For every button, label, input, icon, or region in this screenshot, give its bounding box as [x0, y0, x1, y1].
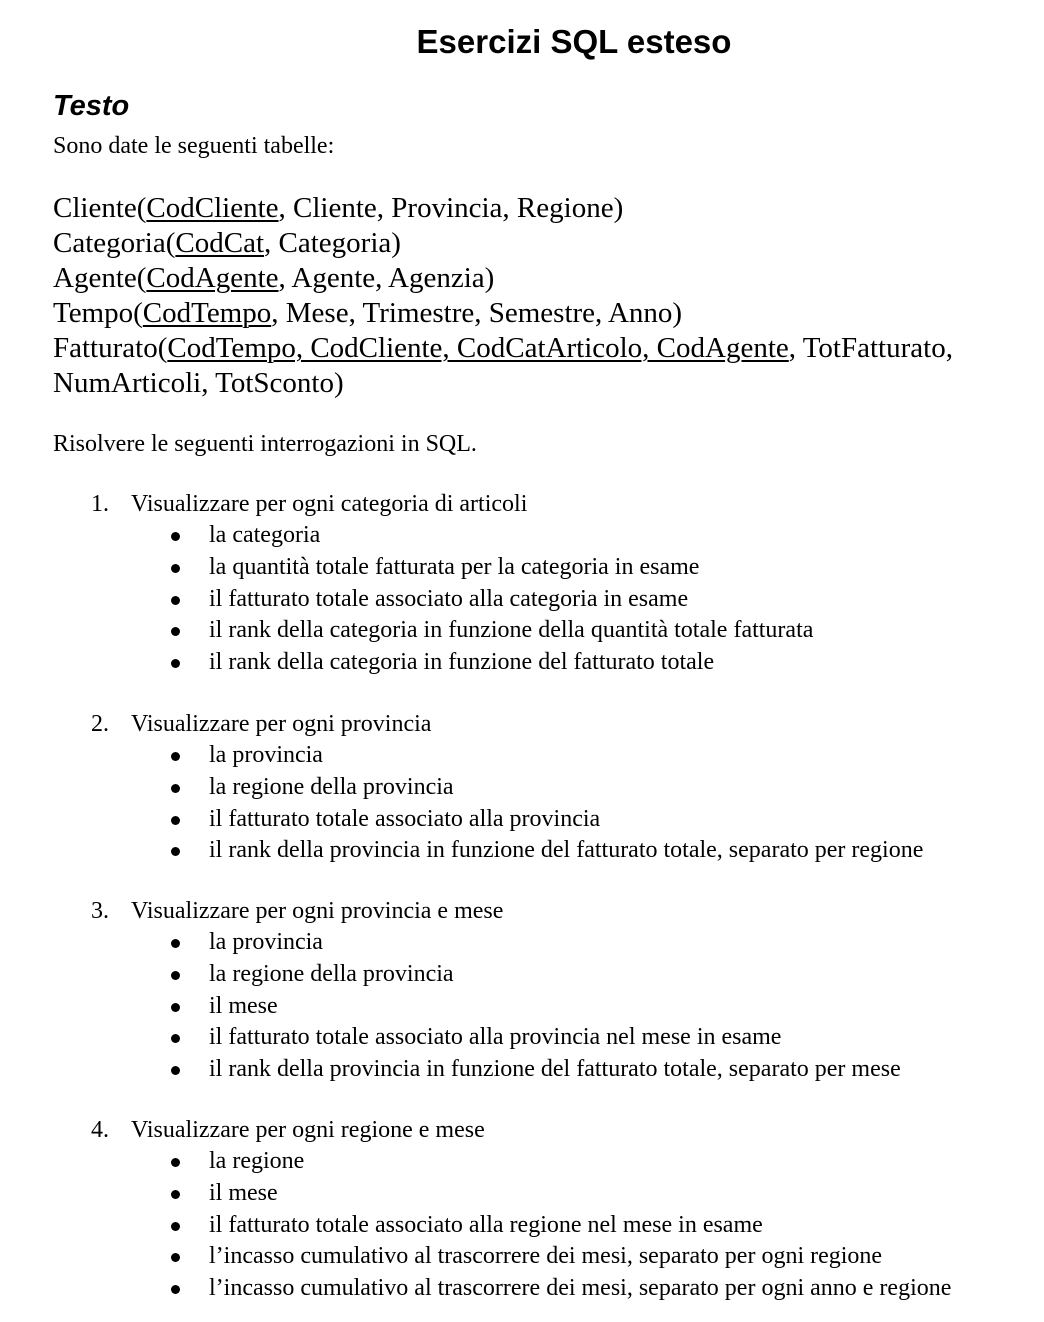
- list-item: [0, 647, 1044, 679]
- list-item: [0, 1022, 1044, 1054]
- list-item-text: il mese: [209, 992, 278, 1019]
- schema-text: , Cliente, Provincia, Regione): [278, 192, 624, 224]
- bullet-icon: [171, 627, 180, 636]
- bullet-icon: [171, 847, 180, 856]
- list-item: [0, 927, 1044, 959]
- schema-line-cliente: [53, 191, 1033, 226]
- list-item-text: la quantità totale fatturata per la categoria in esame: [209, 553, 700, 580]
- instruction-text: Risolvere le seguenti interrogazioni in SQL.: [53, 431, 477, 457]
- schema-key: CodCliente: [146, 192, 279, 224]
- list-item: [0, 1241, 1044, 1273]
- intro-text: Sono date le seguenti tabelle:: [53, 133, 335, 159]
- schema-text: , Mese, Trimestre, Semestre, Anno): [271, 297, 683, 329]
- schema-key: CodCat: [175, 227, 265, 259]
- bullet-icon: [171, 1285, 180, 1294]
- list-item-text: l’incasso cumulativo al trascorrere dei mesi, separato per ogni regione: [209, 1243, 883, 1270]
- section-heading: Testo: [53, 90, 130, 122]
- list-item: [0, 615, 1044, 647]
- schema-text: Tempo(: [53, 297, 143, 329]
- schema-key: CodTempo: [142, 297, 272, 329]
- list-item: [0, 959, 1044, 991]
- task-item: [0, 1114, 1044, 1305]
- list-item-text: la provincia: [209, 742, 323, 768]
- task-text: Visualizzare per ogni categoria di articoli: [131, 491, 528, 517]
- bullet-icon: [171, 1158, 180, 1167]
- list-item-text: il rank della categoria in funzione del fatturato totale: [209, 649, 715, 676]
- list-item: [0, 1178, 1044, 1210]
- list-item-text: il rank della provincia in funzione del fatturato totale, separato per mese: [209, 1056, 901, 1083]
- bullet-icon: [171, 1034, 180, 1043]
- schema-line-fatturato: [53, 331, 1033, 366]
- schema-text: , Categoria): [264, 227, 401, 259]
- schema-text: Categoria(: [53, 227, 176, 259]
- schema-line-fatturato-cont: [53, 366, 1033, 401]
- schema-text: Agente(: [53, 262, 147, 294]
- schema-key: CodTempo, CodCliente, CodCatArticolo, CodAgente: [167, 332, 789, 364]
- list-item: [0, 772, 1044, 804]
- list-item: [0, 804, 1044, 836]
- schema-line-agente: [53, 261, 1033, 296]
- schema-text: Fatturato(: [53, 332, 168, 364]
- list-item: [0, 584, 1044, 616]
- list-item-text: il fatturato totale associato alla provincia nel mese in esame: [209, 1024, 782, 1051]
- schema-text: , Agente, Agenzia): [278, 262, 495, 294]
- schema-line-tempo: [53, 296, 1033, 331]
- bullet-icon: [171, 1253, 180, 1262]
- list-item: [0, 1146, 1044, 1178]
- bullet-icon: [171, 532, 180, 541]
- bullet-icon: [171, 816, 180, 825]
- bullet-icon: [171, 752, 180, 761]
- list-item: [0, 520, 1044, 552]
- schema-text: Cliente(: [53, 192, 147, 224]
- bullet-icon: [171, 1003, 180, 1012]
- table-schema: [53, 191, 1033, 401]
- list-item: [0, 1054, 1044, 1086]
- list-item: [0, 835, 1044, 867]
- bullet-icon: [171, 971, 180, 980]
- bullet-icon: [171, 1066, 180, 1075]
- task-heading: [0, 895, 1044, 927]
- list-item: [0, 991, 1044, 1023]
- list-item-text: il fatturato totale associato alla categoria in esame: [209, 585, 689, 612]
- task-number: 3.: [91, 898, 109, 924]
- task-number: 1.: [91, 491, 109, 517]
- list-item: [0, 740, 1044, 772]
- task-text: Visualizzare per ogni provincia e mese: [131, 898, 504, 924]
- bullet-icon: [171, 1190, 180, 1199]
- bullet-icon: [171, 1222, 180, 1231]
- list-item-text: la regione della provincia: [209, 773, 454, 800]
- list-item: [0, 1273, 1044, 1305]
- list-item-text: il fatturato totale associato alla provincia: [209, 805, 601, 832]
- bullet-icon: [171, 784, 180, 793]
- list-item-text: la categoria: [209, 522, 321, 548]
- task-item: [0, 895, 1044, 1086]
- bullet-list: [0, 1146, 1044, 1305]
- bullet-icon: [171, 659, 180, 668]
- task-item: [0, 488, 1044, 679]
- schema-text: NumArticoli, TotSconto): [53, 367, 344, 399]
- task-text: Visualizzare per ogni provincia: [131, 711, 432, 737]
- list-item-text: la regione: [209, 1148, 305, 1174]
- schema-key: CodAgente: [146, 262, 279, 294]
- task-item: [0, 708, 1044, 867]
- list-item-text: il rank della provincia in funzione del fatturato totale, separato per regione: [209, 837, 924, 864]
- task-heading: [0, 1114, 1044, 1146]
- list-item-text: il rank della categoria in funzione della quantità totale fatturata: [209, 617, 814, 644]
- list-item-text: il mese: [209, 1179, 278, 1206]
- list-item-text: la regione della provincia: [209, 960, 454, 987]
- task-number: 4.: [91, 1117, 109, 1143]
- bullet-icon: [171, 939, 180, 948]
- list-item-text: l’incasso cumulativo al trascorrere dei mesi, separato per ogni anno e regione: [209, 1275, 952, 1302]
- task-heading: [0, 708, 1044, 740]
- task-heading: [0, 488, 1044, 520]
- task-number: 2.: [91, 711, 109, 737]
- bullet-icon: [171, 564, 180, 573]
- list-item: [0, 552, 1044, 584]
- schema-text: , TotFatturato,: [788, 332, 953, 364]
- schema-line-categoria: [53, 226, 1033, 261]
- bullet-icon: [171, 596, 180, 605]
- bullet-list: [0, 520, 1044, 679]
- bullet-list: [0, 740, 1044, 867]
- list-item-text: il fatturato totale associato alla regione nel mese in esame: [209, 1211, 763, 1238]
- list-item: [0, 1210, 1044, 1242]
- task-text: Visualizzare per ogni regione e mese: [131, 1117, 485, 1143]
- bullet-list: [0, 927, 1044, 1086]
- page-title: Esercizi SQL esteso: [416, 23, 732, 60]
- list-item-text: la provincia: [209, 929, 323, 955]
